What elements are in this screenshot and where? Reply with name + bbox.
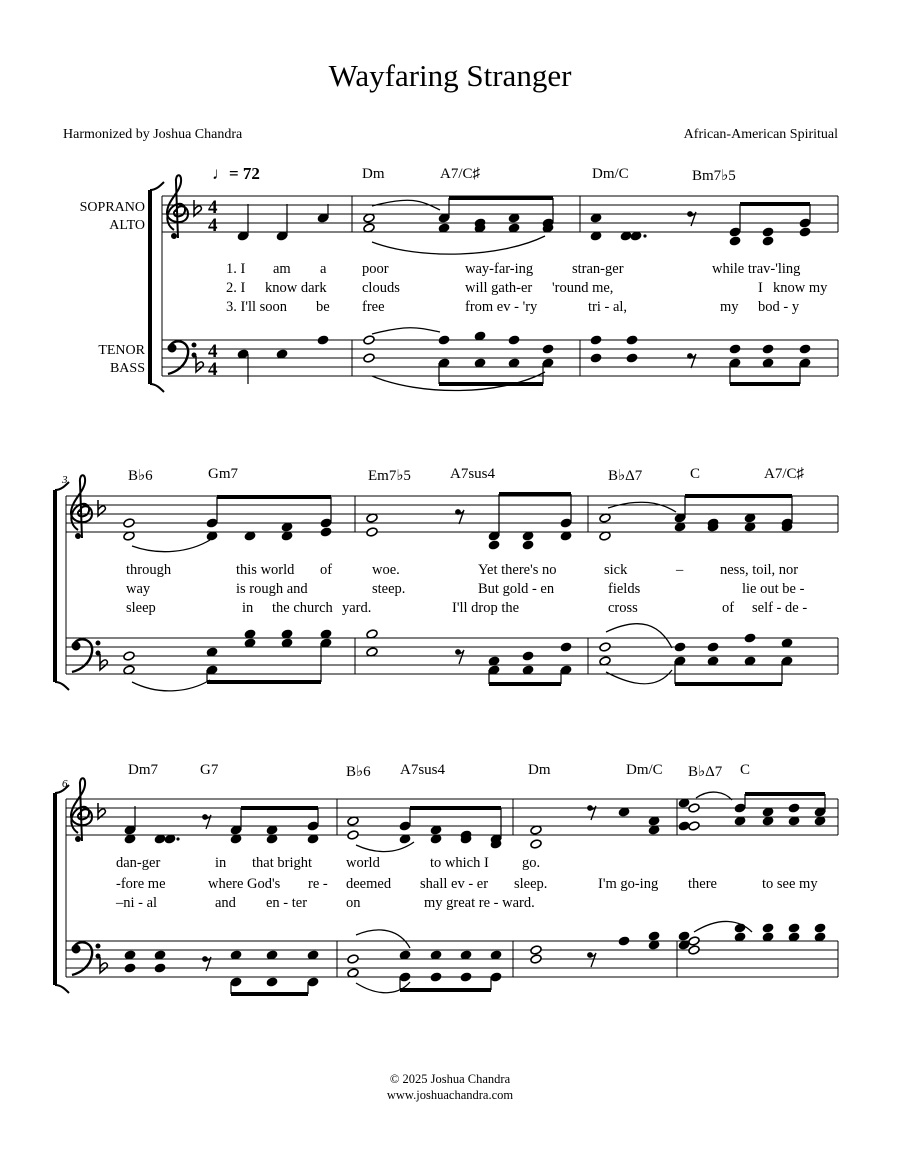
lyric-syllable: en - ter <box>266 895 308 911</box>
lyric-syllable: sleep <box>126 600 156 616</box>
tempo-bpm: = 72 <box>229 164 260 183</box>
chord-symbol: B♭6 <box>128 468 153 484</box>
lyric-syllable: know my <box>773 280 828 296</box>
lyric-syllable: know dark <box>265 280 327 296</box>
lyric-syllable: is rough and <box>236 581 308 597</box>
lyric-syllable: ness, toil, nor <box>720 562 799 578</box>
lyric-syllable: while trav-'ling <box>712 261 801 277</box>
lyric-syllable: 'round me, <box>552 280 614 296</box>
bass-label: BASS <box>109 361 145 376</box>
chord-symbol: Dm <box>362 166 385 182</box>
lyric-syllable: through <box>126 562 172 578</box>
chord-symbol: Em7♭5 <box>368 468 411 484</box>
website-link[interactable]: www.joshuachandra.com <box>386 1088 514 1102</box>
lyric-syllable: to which I <box>430 855 489 871</box>
measure-number-system-2: 3 <box>62 474 68 486</box>
lyric-syllable: yard. <box>342 600 372 616</box>
lyric-syllable: and <box>215 895 236 911</box>
lyric-syllable: lie out be - <box>742 581 805 597</box>
lyric-syllable: world <box>346 855 380 871</box>
lyric-syllable: I'll drop the <box>452 600 520 616</box>
lyric-syllable: in <box>242 600 254 616</box>
svg-text:4: 4 <box>208 197 218 218</box>
song-attribution: African-American Spiritual <box>683 127 838 142</box>
lyric-syllable: way <box>126 581 151 597</box>
lyric-syllable: where God's <box>208 876 281 892</box>
lyric-syllable: self - de - <box>752 600 808 616</box>
lyric-syllable: sick <box>604 562 628 578</box>
lyric-syllable: a <box>320 261 327 277</box>
chord-symbol: Bm7♭5 <box>692 168 736 184</box>
svg-text:4: 4 <box>208 341 218 362</box>
lyric-syllable: there <box>688 876 717 892</box>
lyric-syllable: 2. I <box>226 280 246 296</box>
lyric-syllable: But gold - en <box>478 581 555 597</box>
tempo-marking <box>212 164 260 184</box>
lyric-syllable: from ev - 'ry <box>465 299 538 315</box>
chord-symbol: Dm/C <box>592 166 629 182</box>
svg-text:4: 4 <box>208 215 218 236</box>
lyric-syllable: steep. <box>372 581 406 597</box>
soprano-label: SOPRANO <box>79 200 145 215</box>
chord-symbol: B♭Δ7 <box>608 468 643 484</box>
lyric-syllable: on <box>346 895 361 911</box>
chord-symbol: Gm7 <box>208 466 238 482</box>
lyric-syllable: will gath-er <box>465 280 533 296</box>
lyric-syllable: deemed <box>346 876 392 892</box>
lyric-syllable: that bright <box>252 855 313 871</box>
lyric-syllable: cross <box>608 600 638 616</box>
lyric-syllable: of <box>722 600 735 616</box>
lyric-syllable: poor <box>362 261 389 277</box>
svg-text:4: 4 <box>208 359 218 380</box>
lyric-syllable: to see my <box>762 876 818 892</box>
copyright-notice: © 2025 Joshua Chandra <box>389 1072 511 1086</box>
lyric-syllable: -fore me <box>116 876 166 892</box>
system-2 <box>55 475 838 691</box>
lyric-syllable: woe. <box>372 562 400 578</box>
chord-symbol: B♭6 <box>346 764 371 780</box>
lyric-syllable: fields <box>608 581 641 597</box>
lyric-syllable: in <box>215 855 227 871</box>
chord-symbol: Dm <box>528 762 551 778</box>
lyric-syllable: dan-ger <box>116 855 161 871</box>
lyric-syllable: 1. I <box>226 261 246 277</box>
lyric-syllable: stran-ger <box>572 261 624 277</box>
chord-symbol: Dm7 <box>128 762 158 778</box>
lyric-syllable: of <box>320 562 333 578</box>
lyric-syllable: this world <box>236 562 295 578</box>
lyric-syllable: sleep. <box>514 876 548 892</box>
lyric-syllable: tri - al, <box>588 299 628 315</box>
chord-symbol: B♭Δ7 <box>688 764 723 780</box>
chord-symbol: A7sus4 <box>450 466 496 482</box>
lyric-syllable: way-far-ing <box>465 261 534 277</box>
lyric-syllable: Yet there's no <box>478 562 557 578</box>
lyric-syllable: free <box>362 299 385 315</box>
lyric-syllable: clouds <box>362 280 400 296</box>
lyric-syllable: shall ev - er <box>420 876 489 892</box>
chord-symbol: G7 <box>200 762 219 778</box>
staff-label-lower <box>50 342 145 378</box>
chord-symbol: C <box>690 466 701 482</box>
lyric-syllable: I <box>758 280 763 296</box>
lyric-syllable: 3. I'll soon <box>226 299 288 315</box>
harmonizer-credit: Harmonized by Joshua Chandra <box>63 127 243 142</box>
lyric-syllable: go. <box>522 855 541 871</box>
lyric-syllable: re - <box>308 876 328 892</box>
quarter-note-icon: ♩ <box>212 164 229 183</box>
chord-symbol: A7/C♯ <box>764 466 805 482</box>
lyric-syllable: – <box>676 562 684 578</box>
lyric-syllable: my great re - ward. <box>424 895 535 911</box>
lyric-syllable: –ni - al <box>116 895 158 911</box>
lyric-syllable: be <box>316 299 330 315</box>
tenor-label: TENOR <box>98 343 145 358</box>
chord-symbol: Dm/C <box>626 762 663 778</box>
lyric-syllable: the church <box>272 600 333 616</box>
lyric-syllable: my <box>720 299 739 315</box>
lyric-syllable: am <box>273 261 291 277</box>
alto-label: ALTO <box>109 218 145 233</box>
lyric-syllable: bod - y <box>758 299 800 315</box>
chord-symbol: C <box>740 762 751 778</box>
chord-symbol: A7/C♯ <box>440 166 481 182</box>
measure-number-system-3: 6 <box>62 778 68 790</box>
chord-symbol: A7sus4 <box>400 762 446 778</box>
staff-label-upper <box>50 199 145 235</box>
page-title: Wayfaring Stranger <box>328 58 572 93</box>
lyric-syllable: I'm go-ing <box>598 876 659 892</box>
